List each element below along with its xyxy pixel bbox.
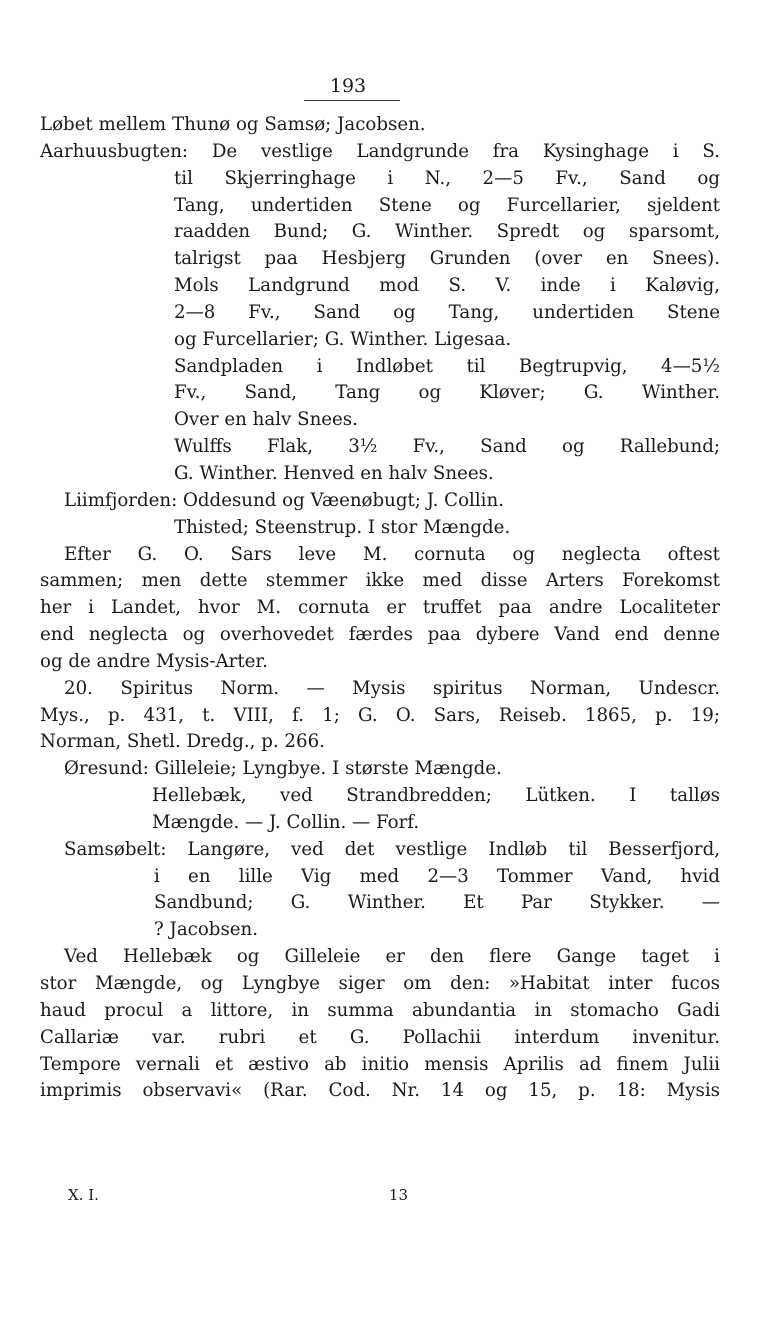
text-line: talrigst paa Hesbjerg Grunden (over en Snees). (174, 248, 720, 270)
text-line: og de andre Mysis-Arter. (40, 650, 268, 672)
text-line: Efter G. O. Sars leve M. cornuta og neglecta oftest (64, 543, 720, 565)
text-line: Mys., p. 431, t. VIII, f. 1; G. O. Sars, Reiseb. 1865, p. 19; (40, 704, 720, 726)
text-line: end neglecta og overhovedet færdes paa dybere Vand end denne (40, 624, 720, 646)
text-line: ? Jacobsen. (154, 919, 259, 941)
text-line: Sandbund; G. Winther. Et Par Stykker. — (154, 892, 720, 914)
text-line: til Skjerringhage i N., 2—5 Fv., Sand og (174, 167, 720, 189)
text-line: Hellebæk, ved Strandbredden; Lütken. I talløs (152, 785, 720, 807)
text-line: Norman, Shetl. Dredg., p. 266. (40, 731, 325, 753)
text-line: Sandpladen i Indløbet til Begtrupvig, 4—5½ (174, 355, 720, 377)
text-line: 20. Spiritus Norm. — Mysis spiritus Norman, Undescr. (64, 677, 720, 699)
text-line: i en lille Vig med 2—3 Tommer Vand, hvid (154, 865, 720, 887)
text-line: Mols Landgrund mod S. V. inde i Kaløvig, (174, 275, 720, 297)
text-line: raadden Bund; G. Winther. Spredt og sparsomt, (174, 221, 720, 243)
text-line: Mængde. — J. Collin. — Forf. (152, 811, 420, 833)
text-line: Callariæ var. rubri et G. Pollachii interdum invenitur. (40, 1026, 720, 1048)
text-line: Aarhuusbugten: De vestlige Landgrunde fra Kysinghage i S. (40, 140, 720, 162)
signature-mark: X. I. (68, 1186, 99, 1204)
text-line: sammen; men dette stemmer ikke med disse Arters Forekomst (40, 570, 720, 592)
text-line: her i Landet, hvor M. cornuta er truffet paa andre Localiteter (40, 597, 720, 619)
text-line: Wulffs Flak, 3½ Fv., Sand og Rallebund; (174, 436, 720, 458)
text-line: imprimis observavi« (Rar. Cod. Nr. 14 og 15, p. 18: Mysis (40, 1080, 720, 1102)
text-line: haud procul a littore, in summa abundantia in stomacho Gadi (40, 999, 720, 1021)
text-line: Tang, undertiden Stene og Furcellarier, sjeldent (174, 194, 720, 216)
text-line: stor Mængde, og Lyngbye siger om den: »Habitat inter fucos (40, 973, 720, 994)
text-line: G. Winther. Henved en halv Snees. (174, 462, 494, 484)
text-line: 2—8 Fv., Sand og Tang, undertiden Stene (174, 301, 720, 323)
text-line: Øresund: Gilleleie; Lyngbye. I største Mængde. (64, 758, 502, 780)
page-number-rule (304, 100, 400, 101)
page-number: 193 (329, 75, 367, 97)
body-text (40, 112, 720, 1105)
sheet-number: 13 (388, 1186, 408, 1204)
page-footer (68, 1186, 720, 1204)
text-line: Løbet mellem Thunø og Samsø; Jacobsen. (40, 114, 426, 135)
text-line: Thisted; Steenstrup. I stor Mængde. (174, 516, 511, 538)
text-line: Liimfjorden: Oddesund og Væenøbugt; J. Collin. (64, 489, 504, 511)
text-line: Fv., Sand, Tang og Kløver; G. Winther. (174, 382, 720, 404)
text-line: Tempore vernali et æstivo ab initio mensis Aprilis ad finem Julii (40, 1053, 720, 1075)
text-line: Over en halv Snees. (174, 409, 358, 431)
text-line: Samsøbelt: Langøre, ved det vestlige Indløb til Besserfjord, (64, 838, 720, 860)
text-line: Ved Hellebæk og Gilleleie er den flere Gange taget i (64, 946, 720, 968)
text-line: og Furcellarier; G. Winther. Ligesaa. (174, 328, 512, 350)
